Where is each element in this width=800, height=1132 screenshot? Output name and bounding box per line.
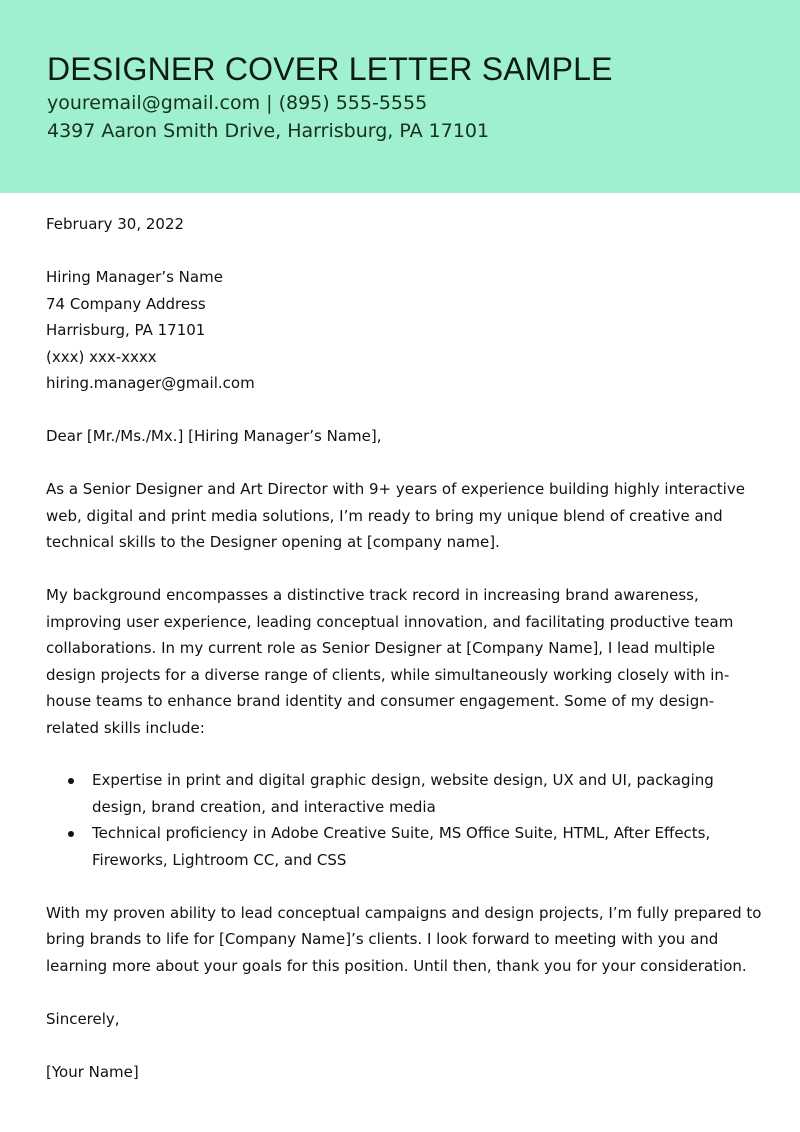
contact-address: 4397 Aaron Smith Drive, Harrisburg, PA 17101 [47, 120, 490, 142]
skills-list [46, 767, 764, 873]
intro-paragraph: As a Senior Designer and Art Director with 9+ years of experience building highly interactive web, digital and print media solutions, I’m ready to bring my unique blend of creative and technical skills to the Designer opening at [company name]. [46, 480, 745, 551]
contact-email-phone: youremail@gmail.com | (895) 555-5555 [47, 92, 428, 114]
page-title: DESIGNER COVER LETTER SAMPLE [47, 51, 613, 87]
letter-date: February 30, 2022 [46, 215, 185, 233]
list-item: Expertise in print and digital graphic design, website design, UX and UI, packaging design, brand creation, and interactive media [92, 767, 764, 820]
recipient-address: 74 Company Address [46, 294, 206, 313]
recipient-phone: (xxx) xxx-xxxx [46, 347, 157, 366]
background-paragraph: My background encompasses a distinctive track record in increasing brand awareness, improving user experience, leading conceptual innovation, and facilitating productive team collaborations. In my current role as Senior Designer at [Company Name], I lead multiple design projects for a diverse range of clients, while simultaneously working closely with in-house teams to enhance brand identity and consumer engagement. Some of my design-related skills include: [46, 586, 734, 737]
closing-paragraph: With my proven ability to lead conceptual campaigns and design projects, I’m fully prepared to bring brands to life for [Company Name]’s clients. I look forward to meeting with you and learning more about your goals for this position. Until then, thank you for your consideration. [46, 903, 762, 975]
letter-body [46, 211, 764, 1085]
recipient-name: Hiring Manager’s Name [46, 268, 223, 286]
sign-off: Sincerely, [46, 1009, 120, 1028]
list-item: Technical proficiency in Adobe Creative Suite, MS Office Suite, HTML, After Effects, Fireworks, Lightroom CC, and CSS [92, 820, 764, 873]
recipient-city: Harrisburg, PA 17101 [46, 321, 206, 339]
recipient-block [46, 264, 764, 397]
recipient-email: hiring.manager@gmail.com [46, 374, 255, 392]
salutation: Dear [Mr./Ms./Mx.] [Hiring Manager’s Name], [46, 427, 382, 445]
header-banner [0, 0, 800, 193]
signature: [Your Name] [46, 1062, 139, 1081]
